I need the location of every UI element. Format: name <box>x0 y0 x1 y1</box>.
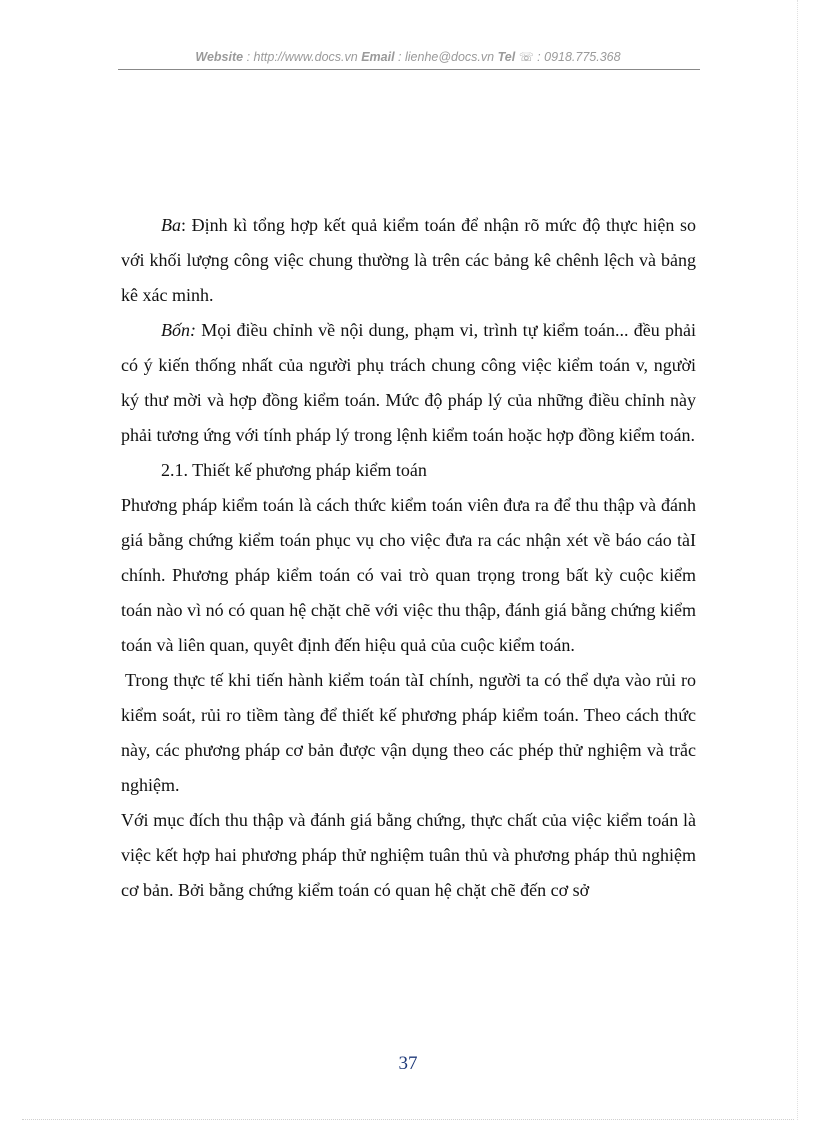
paragraph-bon-text: Mọi điều chỉnh về nội dung, phạm vi, trình tự kiểm toán... đều phải có ý kiến thống nhất của người phụ trách chung công việc kiểm toán v, người ký thư mời và hợp đồng kiểm toán. Mức độ pháp lý của những điều chỉnh này phải tương ứng với tính pháp lý trong lệnh kiểm toán hoặc hợp đồng kiểm toán. <box>121 320 696 445</box>
page-header <box>118 50 698 64</box>
bottom-dotted-border <box>22 1119 794 1120</box>
paragraph-method-definition: Phương pháp kiểm toán là cách thức kiểm toán viên đưa ra để thu thập và đánh giá bằng chứng kiểm toán phục vụ cho việc đưa ra các nhận xét về báo cáo tàI chính. Phương pháp kiểm toán có vai trò quan trọng trong bất kỳ cuộc kiểm toán nào vì nó có quan hệ chặt chẽ với việc thu thập, đánh giá bằng chứng kiểm toán và liên quan, quyêt định đến hiệu quả của cuộc kiểm toán. <box>121 495 696 655</box>
website-label: Website <box>195 50 244 64</box>
phone-icon: ☏ <box>518 50 534 64</box>
paragraph-bon-lead: Bốn: <box>161 320 196 340</box>
tel-label: Tel <box>497 50 516 64</box>
email-label: Email <box>361 50 395 64</box>
document-body <box>121 208 696 908</box>
tel-value: : 0918.775.368 <box>533 50 621 64</box>
paragraph-ba <box>121 208 696 313</box>
header-divider <box>118 69 700 70</box>
section-heading: 2.1. Thiết kế phương pháp kiểm toán <box>161 460 427 480</box>
paragraph-ba-lead: Ba <box>161 215 181 235</box>
paragraph-purpose: Với mục đích thu thập và đánh giá bằng chứng, thực chất của việc kiểm toán là việc kết hợp hai phương pháp thử nghiệm tuân thủ và phương pháp thủ nghiệm cơ bản. Bởi bằng chứng kiểm toán có quan hệ chặt chẽ đến cơ sở <box>121 810 696 900</box>
email-value: : lienhe@docs.vn <box>394 50 498 64</box>
page-number: 37 <box>398 1053 418 1074</box>
paragraph-bon <box>121 313 696 453</box>
paragraph-ba-text: : Định kì tổng hợp kết quả kiểm toán để nhận rõ mức độ thực hiện so với khối lượng công việc chung thường là trên các bảng kê chênh lệch và bảng kê xác minh. <box>121 215 696 305</box>
right-dotted-border <box>797 0 798 1120</box>
paragraph-practice: Trong thực tế khi tiến hành kiểm toán tàI chính, người ta có thể dựa vào rủi ro kiểm soát, rủi ro tiềm tàng để thiết kế phương pháp kiểm toán. Theo cách thức này, các phương pháp cơ bản được vận dụng theo các phép thử nghiệm và trắc nghiệm. <box>121 670 696 795</box>
website-value: : http://www.docs.vn <box>243 50 362 64</box>
